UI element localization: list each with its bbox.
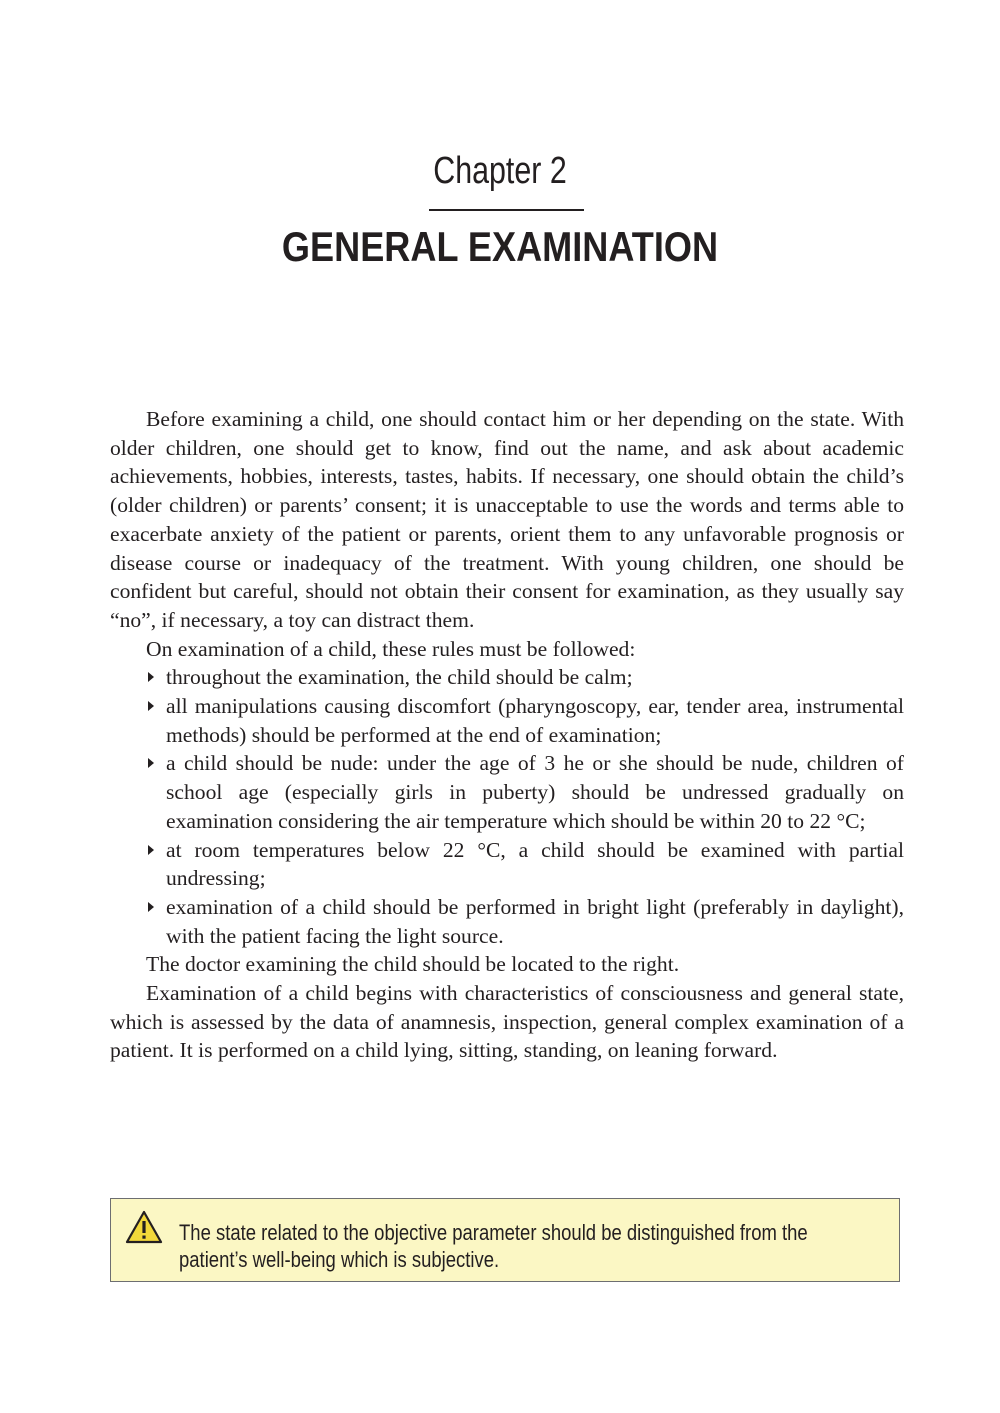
list-item-text: throughout the examination, the child should be calm; [166,665,633,690]
body-text [110,405,904,1065]
list-item [110,836,904,893]
list-item [110,663,904,692]
list-item [110,749,904,835]
note-text [179,1219,851,1273]
list-item-text: at room temperatures below 22 °C, a child should be examined with partial undressing; [166,837,904,891]
intro-paragraph: Before examining a child, one should contact him or her depending on the state. With older children, one should get to know, find out the name, and ask about academic achievements, hobbies, interests, tastes, habits. If necessary, one should obtain the child’s (older children) or parents’ consent; it is unacceptable to use the words and terms able to exacerbate anxiety of the patient or parents, orient them to any unfavorable prognosis or disease course or inadequacy of the treatment. With young children, one should be confident but careful, should not obtain their consent for examination, as they usually say “no”, if necessary, a toy can distract them. [110,407,904,632]
chapter-rule [429,209,584,211]
warning-icon [125,1210,163,1244]
bullet-arrow-icon [148,836,160,864]
note-text-line: The state related to the objective parameter should be distinguished from the [179,1220,808,1245]
list-item-text: all manipulations causing discomfort (pharyngoscopy, ear, tender area, instrumental methods) should be performed at the end of examination; [166,694,904,747]
doctor-position-paragraph: The doctor examining the child should be located to the right. [146,952,680,977]
rules-list [110,663,904,950]
list-item-text: examination of a child should be performed in bright light (preferably in daylight), with the patient facing the light source. [166,894,904,948]
note-text-line: patient’s well-being which is subjective. [179,1247,500,1272]
chapter-label: Chapter 2 [433,150,567,192]
bullet-arrow-icon [148,893,160,921]
list-item [110,692,904,749]
bullet-arrow-icon [148,663,160,691]
list-item [110,893,904,950]
bullet-arrow-icon [148,749,160,777]
examination-start-paragraph: Examination of a child begins with characteristics of consciousness and general state, which is assessed by the data of anamnesis, inspection, general complex examination of a patient. It is performed on a child lying, sitting, standing, on leaning forward. [110,981,904,1063]
rules-intro-paragraph: On examination of a child, these rules must be followed: [146,636,636,661]
bullet-arrow-icon [148,692,160,720]
chapter-title: GENERAL EXAMINATION [281,223,719,270]
list-item-text: a child should be nude: under the age of 3 he or she should be nude, children of school age (especially girls in puberty) should be undressed gradually on examination considering the air temperature which should be within 20 to 22 °C; [166,751,904,833]
note-box [110,1198,900,1282]
